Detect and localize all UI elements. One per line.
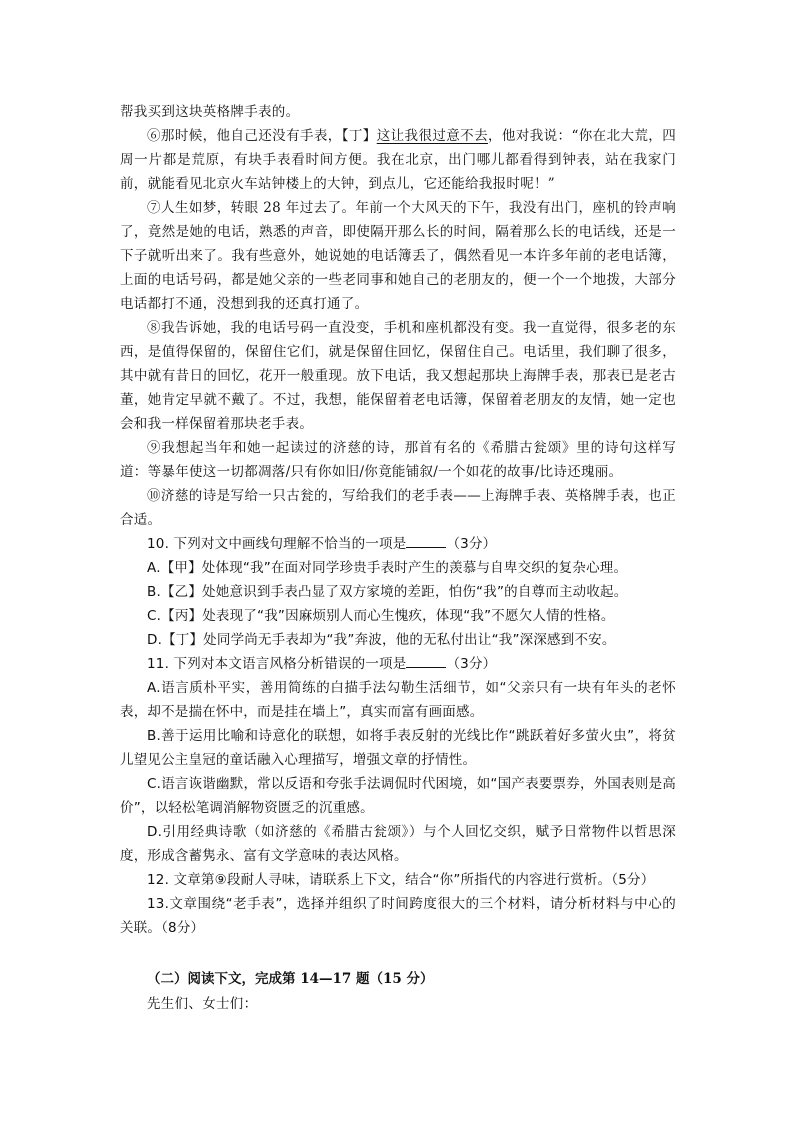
question-10-score: （3分） — [446, 536, 497, 552]
question-12: 12. 文章第⑨段耐人寻味，请联系上下文，结合“你”所指代的内容进行赏析。（5分） — [147, 872, 655, 888]
question-10-option-d: D.【丁】处同学尚无手表却为“我”奔波，他的无私付出让“我”深深感到不安。 — [147, 632, 616, 648]
passage-paragraph-9: ⑨我想起当年和她一起读过的济慈的诗，那首有名的《希腊古瓮颂》里的诗句这样写道：等暴年使这一切都凋落/只有你如旧/你竟能铺叙/一个如花的故事/比诗还瑰丽。 — [120, 440, 676, 480]
question-11-option-b: B.善于运用比喻和诗意化的联想，如将手表反射的光线比作“跳跃着好多萤火虫”，将贫儿望见公主皇冠的童话融入心理描写，增强文章的抒情性。 — [120, 728, 676, 768]
question-10-option-a: A.【甲】处体现“我”在面对同学珍贵手表时产生的羡慕与自卑交织的复杂心理。 — [147, 560, 628, 576]
paragraph-6-text-start: ⑥那时候，他自己还没有手表， — [147, 128, 342, 144]
passage-continuation: 帮我买到这块英格牌手表的。 — [120, 104, 300, 120]
passage-paragraph-8: ⑧我告诉她，我的电话号码一直没变，手机和座机都没有变。我一直觉得，很多老的东西，是值得保留的，保留住它们，就是保留住回忆，保留住自己。电话里，我们聊了很多，其中就有昔日的回忆，花开一般重现。放下电话，我又想起那块上海牌手表，那表已是老古董，她肯定早就不戴了。不过，我想，能保留着老电话簿，保留着老朋友的友情，她一定也会和我一样保留着那块老手表。 — [120, 320, 676, 432]
speech-greeting: 先生们、女士们： — [147, 996, 258, 1012]
question-10-option-c: C.【丙】处表现了“我”因麻烦别人而心生愧疚，体现“我”不愿欠人情的性格。 — [147, 608, 615, 624]
question-11-stem — [120, 652, 676, 676]
question-10-option-b: B.【乙】处她意识到手表凸显了双方家境的差距，怕伤“我”的自尊而主动收起。 — [147, 584, 628, 600]
passage-paragraph-7: ⑦人生如梦，转眼 28 年过去了。年前一个大风天的下午，我没有出门，座机的铃声响了，竟然是她的电话，熟悉的声音，即使隔开那么长的时间，隔着那么长的电话线，还是一下子就听出来了。我有些意外，她说她的电话簿丢了，偶然看见一本许多年前的老电话簿，上面的电话号码，都是她父亲的一些老同事和她自己的老朋友的，便一个一个地拨，大部分电话都打不通，没想到我的还真打通了。 — [120, 200, 676, 312]
document-page — [120, 100, 676, 1016]
answer-blank[interactable] — [406, 533, 446, 548]
question-11-text: 11. 下列对本文语言风格分析错误的一项是 — [147, 656, 407, 672]
underlined-sentence-ding: 这让我很过意不去 — [376, 128, 488, 144]
question-11-score: （3分） — [446, 656, 497, 672]
paragraph-6-text-end: ，他对我说：“你在北大荒，四周一片都是荒原，有块手表看时间方便。我在北京，出门哪儿都看得到钟表，站在我家门前，就能看见北京火车站钟楼上的大钟，到点儿，它还能给我报时呢！” — [120, 128, 677, 192]
answer-blank[interactable] — [406, 653, 446, 668]
passage-paragraph-10: ⑩济慈的诗是写给一只古瓮的，写给我们的老手表——上海牌手表、英格牌手表，也正合适。 — [120, 488, 676, 528]
question-10-stem — [120, 532, 676, 556]
section-2-title: （二）阅读下文，完成第 14—17 题（15 分） — [147, 971, 434, 987]
question-10-text: 10. 下列对文中画线句理解不恰当的一项是 — [147, 536, 407, 552]
question-13: 13.文章围绕“老手表”，选择并组织了时间跨度很大的三个材料，请分析材料与中心的关联。（8分） — [120, 896, 676, 936]
question-11-option-c: C.语言诙谐幽默，常以反语和夸张手法调侃时代困境，如“国产表要票券，外国表则是高价”，以轻松笔调消解物资匮乏的沉重感。 — [120, 776, 676, 816]
question-11-option-d: D.引用经典诗歌（如济慈的《希腊古瓮颂》）与个人回忆交织，赋予日常物件以哲思深度，形成含蓄隽永、富有文学意味的表达风格。 — [120, 824, 676, 864]
marker-ding: 【丁】 — [341, 128, 377, 144]
question-11-option-a: A.语言质朴平实，善用简练的白描手法勾勒生活细节，如“父亲只有一块有年头的老怀表，却不是揣在怀中，而是挂在墙上”，真实而富有画面感。 — [120, 680, 676, 720]
passage-paragraph-6 — [120, 124, 676, 196]
section-gap — [120, 940, 676, 966]
